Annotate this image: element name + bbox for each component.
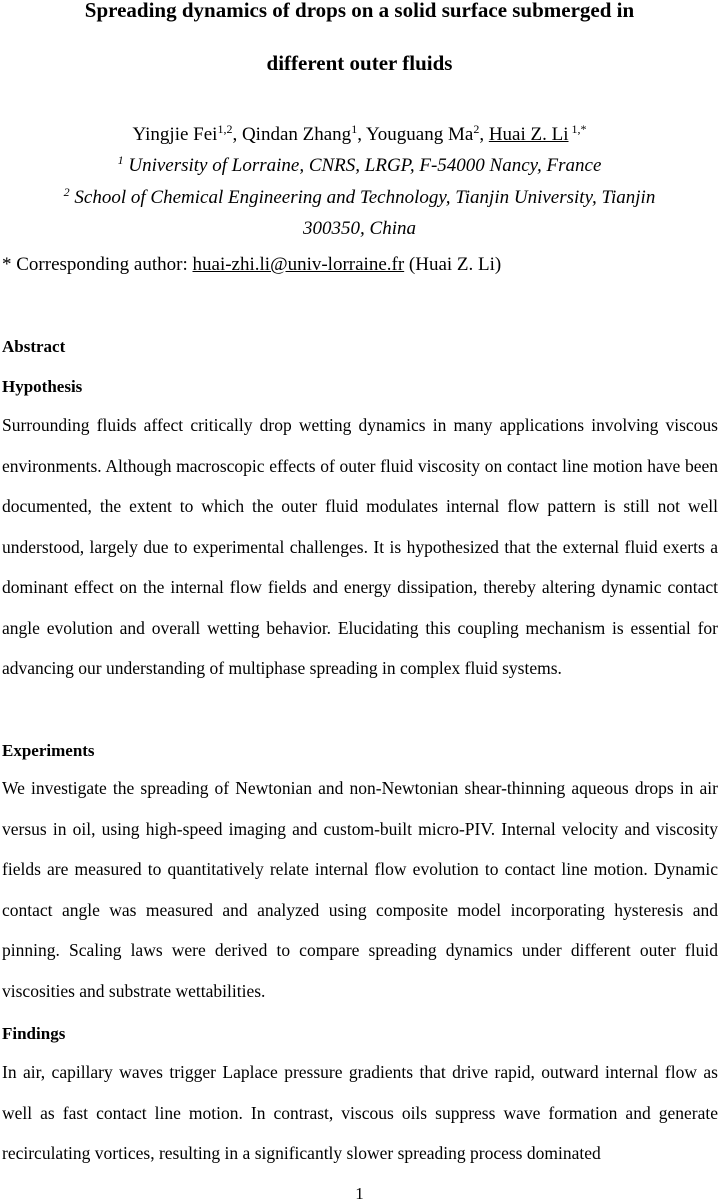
affiliation-mark: 1 <box>117 153 124 167</box>
paper-title-line-1: Spreading dynamics of drops on a solid surface submerged in <box>84 0 635 22</box>
affiliation-2 <box>0 187 719 209</box>
author-name: Yingjie Fei <box>132 124 218 145</box>
abstract-heading: Abstract <box>2 337 66 356</box>
paper-title-line-2: different outer fluids <box>266 51 453 75</box>
affiliation-mark: 2 <box>63 185 70 199</box>
corresponding-author-line <box>2 254 501 276</box>
findings-heading: Findings <box>2 1024 66 1043</box>
author-separator: , <box>479 124 489 145</box>
page-number: 1 <box>355 1184 364 1203</box>
affiliation-1 <box>0 155 719 177</box>
experiments-heading: Experiments <box>2 741 95 760</box>
affiliation-text: School of Chemical Engineering and Technology, Tianjin University, Tianjin <box>74 187 656 208</box>
corresponding-suffix: (Huai Z. Li) <box>404 254 502 275</box>
author-list <box>0 124 719 146</box>
findings-paragraph: In air, capillary waves trigger Laplace pressure gradients that drive rapid, outward internal flow as well as fast contact line motion. In contrast, viscous oils suppress wave formation and generate recirculating vortices, resulting in a significantly slower spreading process dominated <box>2 1062 718 1163</box>
author-affiliation-mark: 1,2 <box>217 122 233 136</box>
author-separator: , <box>357 124 366 145</box>
author-separator: , <box>232 124 242 145</box>
author-affiliation-mark: 1,* <box>568 122 587 136</box>
corresponding-email-link[interactable]: huai-zhi.li@univ-lorraine.fr <box>192 254 405 275</box>
corresponding-label: * Corresponding author: <box>2 254 193 275</box>
author-affiliation-mark: 2 <box>473 122 480 136</box>
corresponding-author-name: Huai Z. Li <box>488 124 569 145</box>
author-affiliation-mark: 1 <box>351 122 358 136</box>
hypothesis-heading: Hypothesis <box>2 377 83 396</box>
author-name: Qindan Zhang <box>241 124 352 145</box>
hypothesis-paragraph: Surrounding fluids affect critically drop wetting dynamics in many applications involving viscous environments. Although macroscopic effects of outer fluid viscosity on contact line motion have been documented, the extent to which the outer fluid modulates internal flow pattern is still not well understood, largely due to experimental challenges. It is hypothesized that the external fluid exerts a dominant effect on the internal flow fields and energy dissipation, thereby altering dynamic contact angle evolution and overall wetting behavior. Elucidating this coupling mechanism is essential for advancing our understanding of multiphase spreading in complex fluid systems. <box>2 415 718 678</box>
experiments-paragraph: We investigate the spreading of Newtonian and non-Newtonian shear-thinning aqueous drops in air versus in oil, using high-speed imaging and custom-built micro-PIV. Internal velocity and viscosity fields are measured to quantitatively relate internal flow evolution to contact line motion. Dynamic contact angle was measured and analyzed using composite model incorporating hysteresis and pinning. Scaling laws were derived to compare spreading dynamics under different outer fluid viscosities and substrate wettabilities. <box>2 778 718 1001</box>
affiliation-text: University of Lorraine, CNRS, LRGP, F-54000 Nancy, France <box>128 155 602 176</box>
author-name: Youguang Ma <box>365 124 474 145</box>
affiliation-2-continued: 300350, China <box>303 218 416 239</box>
